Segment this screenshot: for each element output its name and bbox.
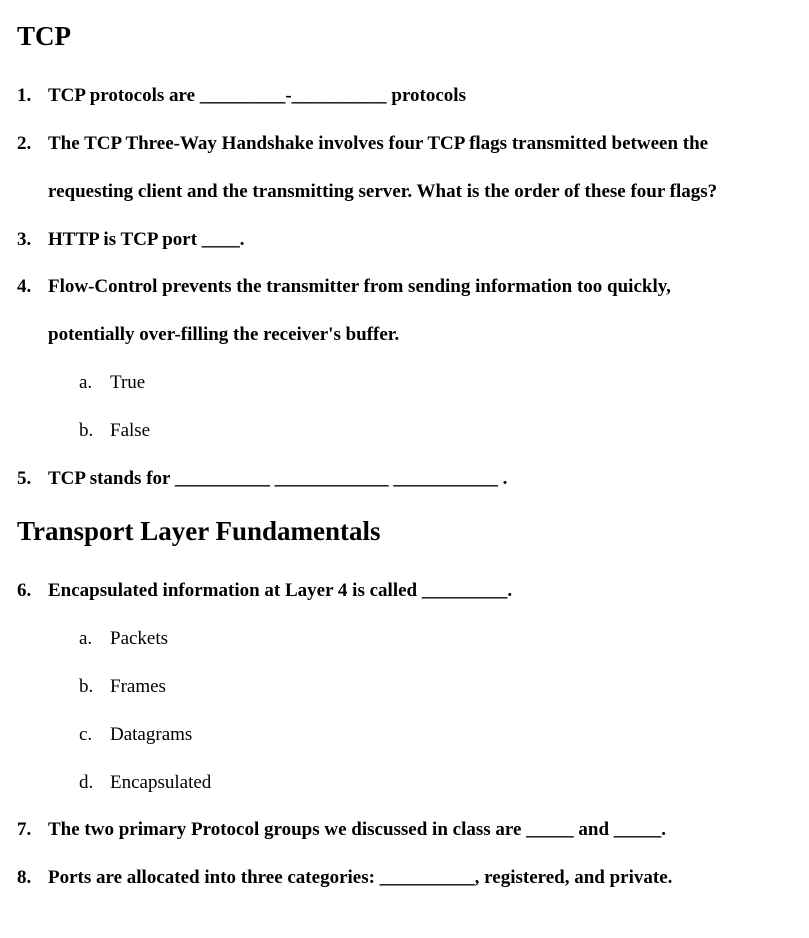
section-heading-tcp: TCP (17, 21, 71, 51)
question-6 (17, 579, 512, 603)
question-text: TCP protocols are _________-__________ protocols (48, 85, 466, 106)
question-number: 5. (17, 468, 32, 489)
question-7 (17, 818, 666, 842)
question-8 (17, 866, 672, 890)
option-text: Frames (110, 676, 166, 697)
answer-option (79, 419, 150, 443)
answer-option (79, 723, 192, 747)
question-number: 4. (17, 276, 32, 297)
question-number: 7. (17, 819, 32, 840)
question-1 (17, 84, 466, 108)
answer-option (79, 675, 166, 699)
option-letter: a. (79, 372, 93, 393)
question-2 (17, 132, 708, 156)
option-letter: b. (79, 420, 94, 441)
question-number: 3. (17, 229, 32, 250)
question-3 (17, 228, 245, 252)
option-text: Datagrams (110, 724, 193, 745)
question-text: HTTP is TCP port ____. (48, 229, 245, 250)
option-text: Encapsulated (110, 772, 212, 793)
answer-option (79, 771, 211, 795)
question-4 (17, 275, 671, 299)
question-2-continuation: requesting client and the transmitting server. What is the order of these four flags? (48, 181, 718, 202)
question-number: 2. (17, 133, 32, 154)
question-number: 6. (17, 580, 32, 601)
question-text: Ports are allocated into three categories: __________, registered, and private. (48, 867, 673, 888)
option-text: True (110, 372, 146, 393)
option-text: Packets (110, 628, 169, 649)
section-heading-transport-layer: Transport Layer Fundamentals (17, 516, 381, 546)
answer-option (79, 371, 145, 395)
option-text: False (110, 420, 151, 441)
option-letter: a. (79, 628, 93, 649)
question-text: TCP stands for __________ ____________ ___________ . (48, 468, 508, 489)
option-letter: c. (79, 724, 93, 745)
option-letter: d. (79, 772, 94, 793)
question-number: 8. (17, 867, 32, 888)
question-text: The two primary Protocol groups we discussed in class are _____ and _____. (48, 819, 667, 840)
question-5 (17, 467, 507, 491)
option-letter: b. (79, 676, 94, 697)
question-text: The TCP Three-Way Handshake involves four TCP flags transmitted between the (48, 133, 709, 154)
question-4-continuation: potentially over-filling the receiver's buffer. (48, 324, 400, 345)
question-text: Flow-Control prevents the transmitter from sending information too quickly, (48, 276, 671, 297)
question-text: Encapsulated information at Layer 4 is called _________. (48, 580, 513, 601)
question-number: 1. (17, 85, 32, 106)
answer-option (79, 627, 168, 651)
